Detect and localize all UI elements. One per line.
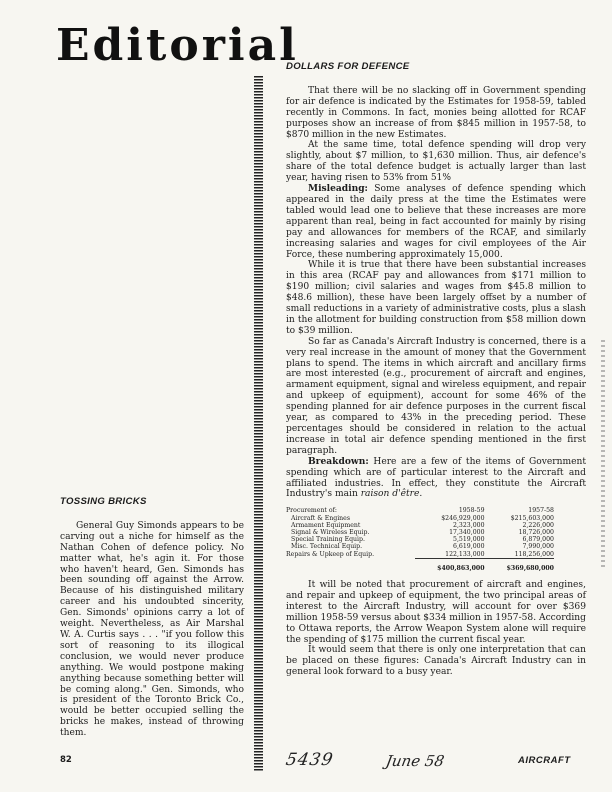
article-paragraph	[286, 457, 586, 501]
table-header-row	[286, 507, 554, 514]
article-headline: DOLLARS FOR DEFENCE	[286, 61, 410, 72]
article-paragraph: So far as Canada's Aircraft Industry is concerned, there is a very real increase in the amount of money that the Government plans to spend. The items in which aircraft and ancillary firms are most interested (e.g., procurement of aircraft and engines, armament equipment, signal and wireless equipment, and repair and upkeep of equipment), account for some 46% of the spending planned for air defence purposes in the current fiscal year, as compared to 43% in the preceding period. These percentages should be considered in relation to the actual increase in total air defence spending mentioned in the first paragraph.	[286, 336, 587, 456]
row-value-1958: 6,619,000	[453, 543, 485, 551]
table-row	[286, 529, 554, 536]
row-label: Signal & Wireless Equip.	[291, 528, 370, 536]
table-row	[286, 543, 554, 550]
magazine-name: AIRCRAFT	[518, 755, 571, 766]
article-paragraph: It will be noted that procurement of aircraft and engines, and repair and upkeep of equipment, the two principal areas of interest to the Aircraft Industry, will account for over $369 million 1958-59 versus about $334 million in 1957-58. According to Ottawa reports, the Arrow Weapon System alone will require the spending of $175 million the current fiscal year.	[286, 579, 586, 645]
row-value-1958: $246,929,000	[441, 514, 485, 522]
article-paragraph: While it is true that there have been substantial increases in this area (RCAF pay and allowances from $171 million to $190 million; civil salaries and wages from $45.8 million to $48.6 million), these have been largely offset by a number of small reductions in a variety of administrative costs, plus a slash in the allotment for building construction from $58 million down to $39 million.	[286, 260, 586, 336]
handwritten-date: June 58	[384, 752, 446, 770]
row-label: Armament Equipment	[291, 521, 361, 529]
column-divider-rule	[254, 76, 263, 772]
row-value-1958: 122,133,000	[445, 550, 485, 558]
masthead-title: Editorial	[56, 20, 299, 71]
row-label: Aircraft & Engines	[291, 514, 350, 522]
row-value-1957: 18,726,000	[518, 528, 554, 536]
table-row	[286, 522, 554, 529]
row-value-1958: 2,323,000	[453, 521, 485, 529]
table-row	[286, 536, 554, 543]
page-number: 82	[60, 755, 72, 765]
total-1958: $400,863,000	[415, 558, 484, 572]
row-value-1957: 118,256,000	[514, 550, 554, 558]
dollars-for-defence-article	[286, 62, 586, 678]
tossing-bricks-article	[60, 497, 244, 739]
table-header-1957: 1957-58	[528, 507, 554, 515]
article-paragraph	[286, 184, 586, 260]
table-row	[286, 551, 554, 559]
article-paragraph: That there will be no slacking off in Government spending for air defence is indicated by the Estimates for 1958-59, tabled recently in Commons. In fact, monies being allotted for RCAF purposes show an increase of from $845 million in 1957-58, to $870 million in the new Estimates.	[286, 85, 586, 140]
row-value-1957: 7,990,000	[522, 543, 554, 551]
paragraph-text: Here are a few of the items of Government spending which are of particular interest to the Aircraft and affiliated industries. In effect, they constitute the Aircraft Industry's main	[286, 456, 586, 500]
row-value-1958: 17,340,000	[449, 528, 485, 536]
paragraph-text: Some analyses of defence spending which appeared in the daily press at the time the Estimates were tabled would lead one to believe that these increases are more apparent than real, being in fact accounted for mainly by rising pay and allowances for members of the RCAF, and similarly increasing salaries and wages for civil employees of the Air Force, these numbering approximately 15,000.	[286, 184, 586, 260]
run-in-head: Breakdown:	[308, 455, 369, 467]
row-label: Repairs & Upkeep of Equip.	[286, 550, 375, 558]
table-total-row	[286, 558, 554, 572]
handwritten-number: 5439	[284, 750, 336, 770]
total-label	[286, 558, 415, 572]
article-paragraph: General Guy Simonds appears to be carving out a niche for himself as the Nathan Cohen of defence policy. No matter what, he's agin it. For those who haven't heard, Gen. Simonds has been sounding off against the Arrow. Because of his distinguished military career and his undoubted sincerity, Gen. Simonds' opinions carry a lot of weight. Nevertheless, as Air Marshal W. A. Curtis says . . . "if you follow this sort of reasoning to its illogical conclusion, we would never produce anything. We would postpone making anything because something better will be coming along." Gen. Simonds, who is president of the Toronto Brick Co., would be better occupied selling the bricks he makes, instead of throwing them.	[60, 520, 244, 739]
row-label: Special Training Equip.	[291, 536, 365, 544]
article-paragraph: At the same time, total defence spending will drop very slightly, about $7 million, to $1,630 million. Thus, air defence's share of the total defence budget is actually larger than last year, having risen to 53% from 51%	[286, 140, 586, 184]
table-header-label: Procurement of:	[286, 507, 337, 515]
run-in-head: Misleading:	[308, 183, 368, 195]
row-value-1957: $215,603,000	[510, 514, 554, 522]
row-label: Misc. Technical Equip.	[291, 543, 363, 551]
row-value-1957: 6,879,000	[522, 536, 554, 544]
row-value-1958: 5,519,000	[453, 536, 485, 544]
article-headline: TOSSING BRICKS	[60, 496, 147, 507]
binding-edge-mark	[601, 340, 605, 570]
table-header-1958: 1958-59	[458, 507, 485, 515]
procurement-table	[286, 507, 554, 572]
table-row	[286, 515, 554, 522]
article-paragraph: It would seem that there is only one interpretation that can be placed on these figures: Canada's Aircraft Industry can in general look forward to a busy year.	[286, 645, 586, 678]
row-value-1957: 2,226,000	[522, 521, 554, 529]
total-1957: $369,680,000	[485, 558, 554, 572]
italic-phrase: raison d'être.	[360, 489, 423, 500]
